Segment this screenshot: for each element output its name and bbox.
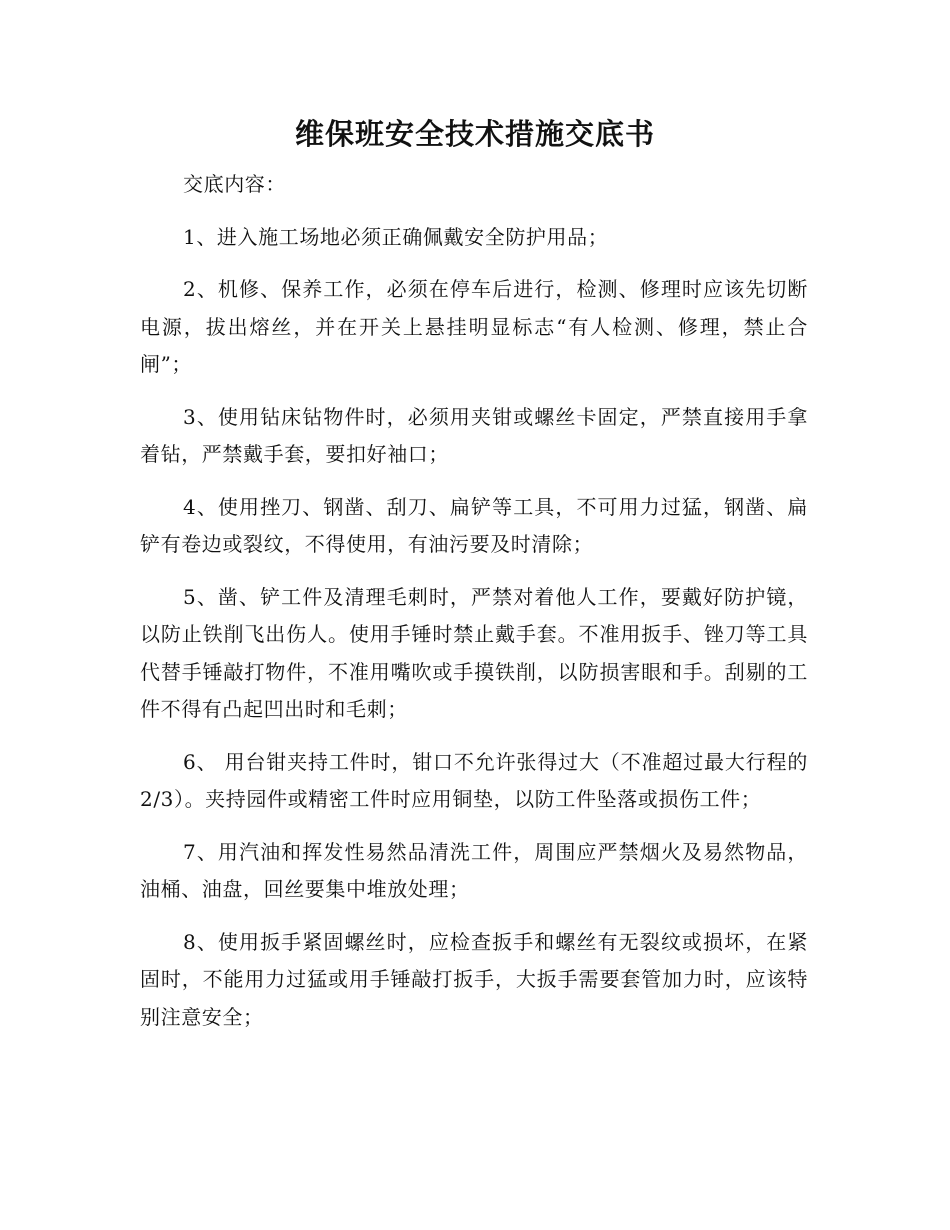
list-item: 1、进入施工场地必须正确佩戴安全防护用品；	[183, 224, 609, 249]
document-body	[140, 166, 808, 1051]
document-title: 维保班安全技术措施交底书	[294, 117, 655, 151]
list-item: 3、使用钻床钻物件时，必须用夹钳或螺丝卡固定，严禁直接用手拿着钻，严禁戴手套，要扣好袖口；	[140, 404, 808, 466]
list-item: 2、机修、保养工作，必须在停车后进行，检测、修理时应该先切断电源，拔出熔丝，并在开关上悬挂明显标志“有人检测、修理，禁止合闸”；	[140, 277, 808, 376]
list-item: 8、使用扳手紧固螺丝时，应检查扳手和螺丝有无裂纹或损坏，在紧固时，不能用力过猛或用手锤敲打扳手，大扳手需要套管加力时，应该特别注意安全；	[140, 929, 808, 1029]
list-item: 4、使用挫刀、钢凿、刮刀、扁铲等工具，不可用力过猛，钢凿、扁铲有卷边或裂纹，不得使用，有油污要及时清除；	[140, 494, 808, 556]
list-item: 6、 用台钳夹持工件时，钳口不允许张得过大（不准超过最大行程的2/3）。夹持园件或精密工件时应用铜垫，以防工件坠落或损伤工件；	[140, 749, 808, 811]
intro-label: 交底内容：	[183, 172, 286, 196]
list-item: 7、用汽油和挥发性易然品清洗工件，周围应严禁烟火及易然物品，油桶、油盘，回丝要集中堆放处理；	[140, 839, 808, 901]
list-item: 5、凿、铲工件及清理毛刺时，严禁对着他人工作，要戴好防护镜，以防止铁削飞出伤人。使用手锤时禁止戴手套。不准用扳手、锉刀等工具代替手锤敲打物件，不准用嘴吹或手摸铁削，以防损害眼和手。刮剔的工件不得有凸起凹出时和毛刺；	[140, 584, 808, 721]
